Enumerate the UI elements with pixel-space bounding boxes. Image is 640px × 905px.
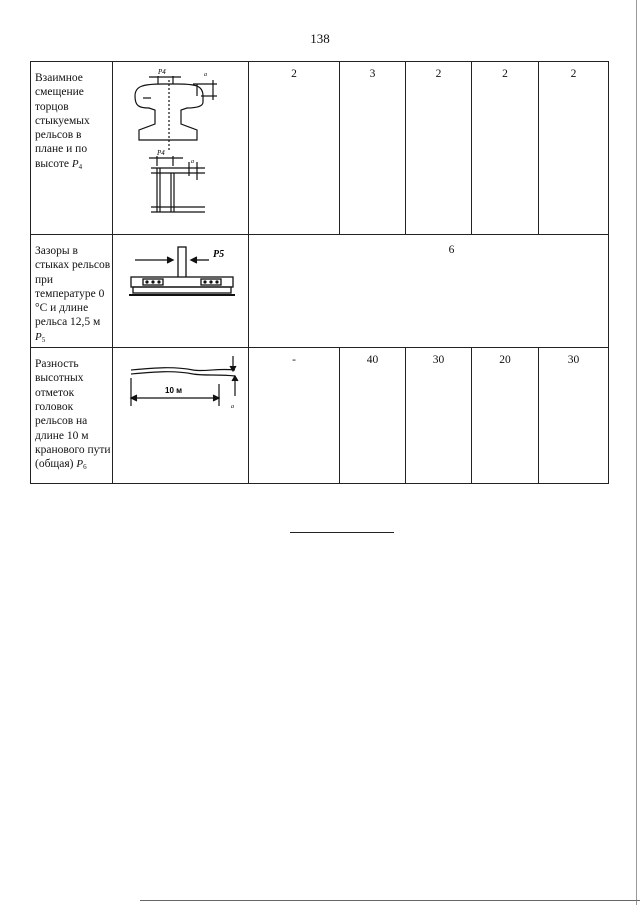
svg-text:P4: P4	[158, 68, 166, 76]
svg-text:a: a	[231, 404, 234, 411]
page-number: 138	[310, 31, 330, 46]
rail-gap-diagram	[113, 235, 249, 348]
symbol-p6: $P_6$	[76, 458, 87, 472]
figure-rail-gap	[113, 235, 249, 348]
value-cell: 20	[499, 354, 511, 367]
end-rule	[290, 532, 394, 533]
value-cell: 2	[502, 68, 508, 80]
row-label-height-diff: Разность высотных отметок головок рельсов на длине 10 м кранового пути (общая) $P_6$	[31, 348, 113, 484]
value-cell: 30	[567, 354, 580, 367]
scan-edge	[140, 900, 640, 901]
value-cell: 40	[366, 354, 379, 367]
value-cell: 2	[570, 68, 577, 80]
symbol-p4: $P_4$	[71, 157, 83, 171]
value-cell: 2	[435, 68, 442, 80]
value-cell: 2	[291, 68, 297, 80]
table-row	[31, 235, 609, 348]
value-cell: -	[292, 354, 296, 367]
table-row	[31, 348, 609, 484]
svg-text:10 м: 10 м	[165, 386, 183, 396]
figure-height-diff	[113, 348, 249, 484]
value-cell: 30	[432, 354, 445, 367]
tolerance-table	[30, 61, 609, 484]
svg-text:a: a	[191, 159, 194, 165]
figure-rail-offset	[113, 62, 249, 235]
svg-text:P4: P4	[157, 149, 165, 157]
table-row	[31, 62, 609, 235]
row-label-joint-offset: Взаимное смещение торцов стыкуемых рельсов в плане и по высоте $P_4$	[31, 62, 113, 235]
scan-edge	[636, 0, 637, 905]
svg-text:a: a	[204, 72, 207, 78]
svg-text:P5: P5	[213, 249, 225, 260]
row-label-joint-gaps: Зазоры в стыках рельсов при температуре 0 °С и длине рельса 12,5 м $P_5$	[31, 235, 113, 348]
merged-value-cell: 6	[448, 244, 455, 256]
value-cell: 3	[369, 68, 376, 80]
height-diff-diagram	[113, 348, 249, 484]
rail-offset-diagram	[113, 62, 249, 235]
symbol-p5: $P_5$	[35, 330, 46, 344]
